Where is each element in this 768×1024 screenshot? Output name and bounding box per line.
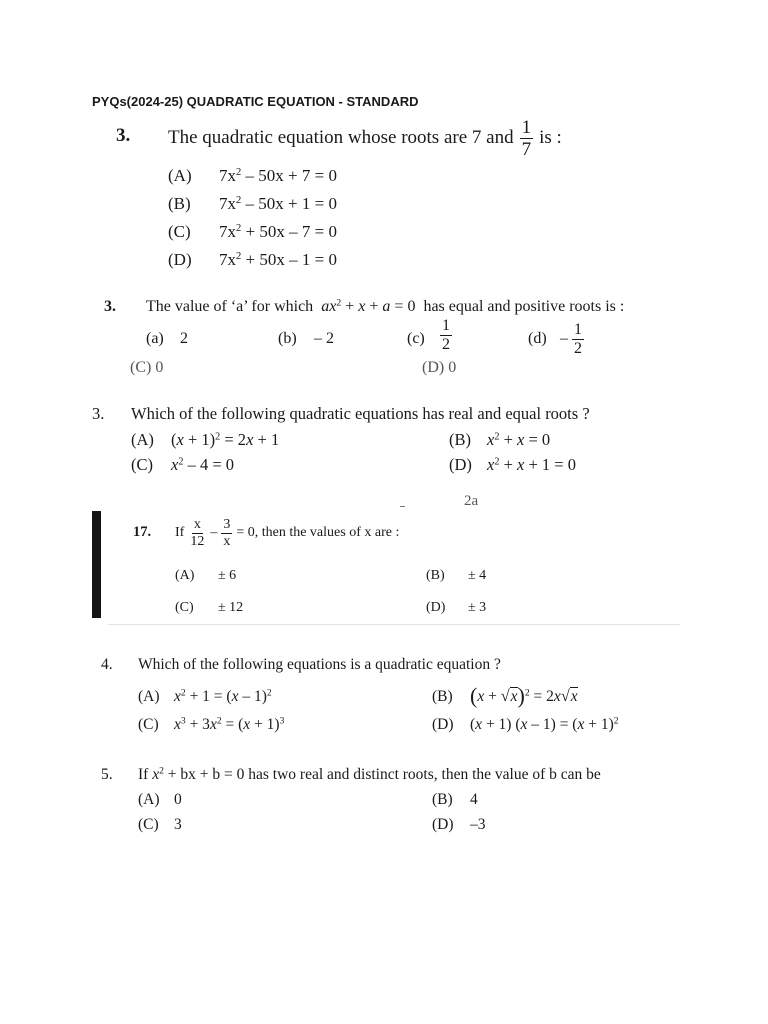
option-text: $7x^2 - 50x + 1 = 0$ — [219, 194, 337, 213]
option-text: –3 — [470, 816, 486, 833]
option-label: (a) — [146, 330, 164, 347]
option-text — [560, 318, 584, 360]
option-text: – 2 — [314, 330, 334, 347]
option-text: $x^2 + x = 0$ — [487, 430, 551, 449]
question-text-part: The value of ‘a’ for which — [146, 298, 314, 315]
fraction-denominator: x — [223, 533, 231, 549]
cut-off-dash — [400, 506, 405, 507]
option-label: (D) — [449, 455, 472, 474]
fraction-3-over-x — [221, 518, 232, 549]
option-text: ± 12 — [218, 600, 244, 615]
question-number: 3. — [92, 404, 105, 423]
option-label: (A) — [175, 568, 195, 583]
fraction-numerator: 1 — [521, 116, 532, 138]
option-label: (C) — [131, 455, 153, 474]
option-text: $(x + √x)^2 = 2x√x$ — [470, 683, 578, 708]
option-label: (C) — [138, 816, 159, 833]
option-label: (c) — [407, 330, 425, 347]
question-text-part: If — [175, 525, 185, 540]
fraction-numerator: x — [193, 516, 201, 532]
minus-sign: – — [210, 525, 218, 540]
fraction-x-over-12 — [188, 518, 206, 549]
question-number: 17. — [133, 524, 152, 540]
option-text: ± 3 — [468, 600, 487, 615]
option-text: 0 — [174, 791, 182, 808]
option-text: 4 — [470, 791, 478, 808]
cut-text-right: (D) 0 — [422, 359, 457, 376]
option-text: ± 6 — [218, 568, 237, 583]
option-label: (d) — [528, 330, 547, 347]
option-label: (A) — [168, 166, 192, 185]
option-label: (D) — [426, 600, 446, 615]
equation: $ax^2 + x + a = 0$ — [321, 297, 420, 315]
cut-off-line — [130, 359, 670, 380]
option-label: (D) — [432, 716, 454, 733]
option-text: ± 4 — [468, 568, 487, 583]
option-text: $7x^2 - 50x + 7 = 0$ — [219, 166, 337, 185]
question-text-part: has equal and positive roots is : — [423, 298, 625, 315]
option-text — [440, 318, 452, 353]
question-text: Which of the following quadratic equations has real and equal roots ? — [131, 404, 590, 423]
minus-sign: – — [560, 330, 568, 347]
cut-off-fragment — [464, 493, 504, 509]
option-label: (D) — [432, 816, 454, 833]
fraction-one-seventh — [520, 118, 534, 159]
fraction-denominator: 2 — [574, 339, 582, 357]
option-text: (x + 1) $(x - 1) = (x + 1)^2$ — [470, 715, 619, 733]
cut-fragment-text: 2a — [464, 493, 479, 509]
option-text: 2 — [180, 330, 188, 347]
option-label: (B) — [449, 430, 471, 449]
option-label: (C) — [138, 716, 159, 733]
option-label: (C) — [168, 222, 191, 241]
question-text — [168, 115, 562, 161]
fraction-one-half — [440, 318, 452, 353]
option-text: $x^2 - 4 = 0$ — [171, 455, 234, 474]
question-number: 3. — [104, 298, 116, 315]
fraction-numerator: 3 — [223, 516, 231, 532]
question-text-part: = 0, then the values of x are : — [236, 525, 400, 540]
option-text: $x^3 + 3x^2 = (x + 1)^3$ — [174, 715, 285, 733]
option-text: $7x^2 + 50x - 1 = 0$ — [219, 250, 337, 269]
option-label: (A) — [138, 791, 160, 808]
question-text — [146, 298, 624, 316]
fraction-one-half — [572, 322, 584, 357]
question-text-part: The quadratic equation whose roots are 7 and — [168, 127, 514, 148]
option-label: (B) — [426, 568, 445, 583]
option-label: (A) — [138, 688, 160, 705]
question-text: If $x^2$ + bx + b = 0 has two real and distinct roots, then the value of b can be — [138, 765, 601, 783]
question-number: 3. — [116, 125, 131, 146]
question-number: 4. — [101, 656, 113, 673]
cut-text-left: (C) 0 — [130, 359, 164, 376]
divider-line — [108, 624, 680, 625]
option-text: 3 — [174, 816, 182, 833]
margin-marker-bar — [92, 511, 101, 618]
option-text: $7x^2 + 50x - 7 = 0$ — [219, 222, 337, 241]
option-text: $(x + 1)^2 = 2x + 1$ — [171, 430, 280, 449]
option-text: $x^2 + 1 = (x - 1)^2$ — [174, 687, 272, 705]
question-text: Which of the following equations is a quadratic equation ? — [138, 656, 501, 673]
option-label: (B) — [168, 194, 191, 213]
option-label: (B) — [432, 688, 453, 705]
option-label: (B) — [432, 791, 453, 808]
option-label: (A) — [131, 430, 154, 449]
option-text: $x^2 + x + 1 = 0$ — [487, 455, 576, 474]
fraction-numerator: 1 — [574, 320, 582, 338]
fraction-denominator: 2 — [442, 336, 450, 353]
question-number: 5. — [101, 766, 113, 783]
option-label: (b) — [278, 330, 297, 347]
question-text — [175, 512, 399, 554]
fraction-denominator: 12 — [190, 533, 205, 549]
option-label: (D) — [168, 250, 192, 269]
option-label: (C) — [175, 600, 194, 615]
page-header-title: PYQs(2024-25) QUADRATIC EQUATION - STANDARD — [92, 94, 419, 109]
fraction-denominator: 7 — [521, 138, 532, 160]
fraction-numerator: 1 — [442, 317, 450, 334]
question-text-part: is : — [539, 127, 562, 148]
